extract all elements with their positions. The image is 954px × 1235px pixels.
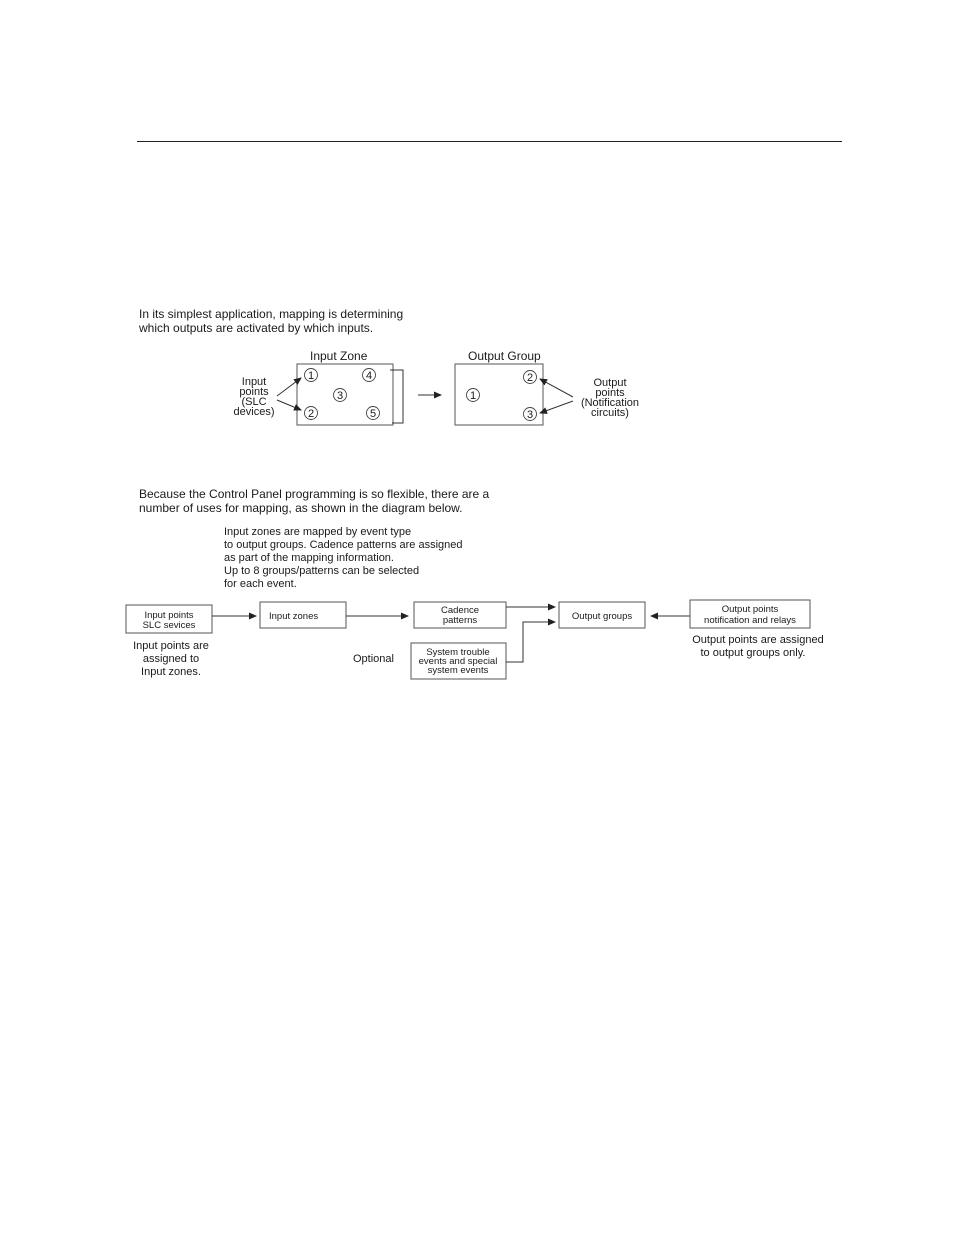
output-groups-box-label: Output groups: [571, 611, 633, 622]
output-points-label-4: circuits): [591, 407, 629, 419]
input-points-label-4: devices): [233, 406, 275, 418]
mapping-note-2: to output groups. Cadence patterns are assigned: [224, 539, 463, 551]
output-arrow-to-2: [540, 379, 573, 397]
zone-point-2-label: 2: [307, 408, 315, 420]
output-note-1: Output points are assigned: [692, 634, 824, 646]
input-points-box-line-1: Input points: [144, 610, 194, 621]
mapping-note-1: Input zones are mapped by event type: [224, 526, 412, 538]
group-point-2-label: 2: [526, 372, 534, 384]
output-points-box-line-1: Output points: [721, 604, 779, 615]
output-group-title: Output Group: [468, 349, 541, 363]
flex-line-1: Because the Control Panel programming is so flexible, there are a: [139, 487, 490, 501]
zone-point-5-label: 5: [369, 408, 377, 420]
mapping-note-5: for each event.: [224, 578, 297, 590]
system-events-box: [411, 643, 506, 679]
cadence-box-line-2: patterns: [442, 615, 478, 626]
output-points-label-1: Output: [593, 377, 627, 389]
input-note-2: assigned to: [142, 653, 200, 665]
intro-line-2: which outputs are activated by which inputs.: [139, 321, 374, 335]
input-zones-box-label: Input zones: [269, 611, 319, 622]
zone-point-5: [367, 407, 380, 421]
group-point-1: [467, 389, 480, 403]
mapping-note-4: Up to 8 groups/patterns can be selected: [224, 565, 420, 577]
mapping-diagram: [122, 300, 842, 700]
zone-point-3-label: 3: [336, 390, 344, 402]
input-zone-title: Input Zone: [310, 349, 368, 363]
group-point-3-label: 3: [526, 409, 534, 421]
zone-point-1-label: 1: [307, 370, 315, 382]
zone-point-3: [334, 389, 347, 403]
flex-line-2: number of uses for mapping, as shown in the diagram below.: [139, 501, 463, 515]
output-points-box: [690, 600, 810, 628]
input-points-label-2: points: [239, 386, 269, 398]
output-points-label-2: points: [595, 387, 625, 399]
system-box-line-2: events and special: [418, 656, 498, 667]
input-points-box-line-2: SLC sevices: [142, 620, 196, 631]
group-point-1-label: 1: [469, 390, 477, 402]
system-box-line-3: system events: [427, 665, 489, 676]
output-points-label-3: (Notification: [580, 397, 640, 409]
zone-point-4: [363, 369, 376, 383]
group-point-3: [524, 408, 537, 422]
input-points-box: [126, 605, 212, 633]
output-points-box-line-2: notification and relays: [704, 615, 796, 626]
mapping-figure: [122, 300, 842, 700]
output-note-2: to output groups only.: [700, 647, 806, 659]
header-rule: [137, 141, 842, 142]
cadence-box-line-1: Cadence: [440, 605, 480, 616]
input-note-3: Input zones.: [141, 666, 201, 678]
zone-point-2: [305, 407, 318, 421]
mapping-note-3: as part of the mapping information.: [224, 552, 394, 564]
zone-point-4-label: 4: [365, 370, 373, 382]
input-note-1: Input points are: [133, 640, 209, 652]
optional-label: Optional: [353, 653, 394, 665]
zone-point-1: [305, 369, 318, 383]
input-points-label-1: Input: [241, 376, 267, 388]
output-arrow-to-3: [540, 401, 573, 413]
cadence-patterns-box: [414, 602, 506, 628]
input-zones-box: [260, 602, 346, 628]
input-points-label-3: (SLC: [241, 396, 267, 408]
system-to-groups-arrow: [506, 622, 555, 662]
output-groups-box: [559, 602, 645, 628]
system-box-line-1: System trouble: [426, 647, 490, 658]
group-point-2: [524, 371, 537, 385]
intro-line-1: In its simplest application, mapping is determining: [139, 307, 404, 321]
